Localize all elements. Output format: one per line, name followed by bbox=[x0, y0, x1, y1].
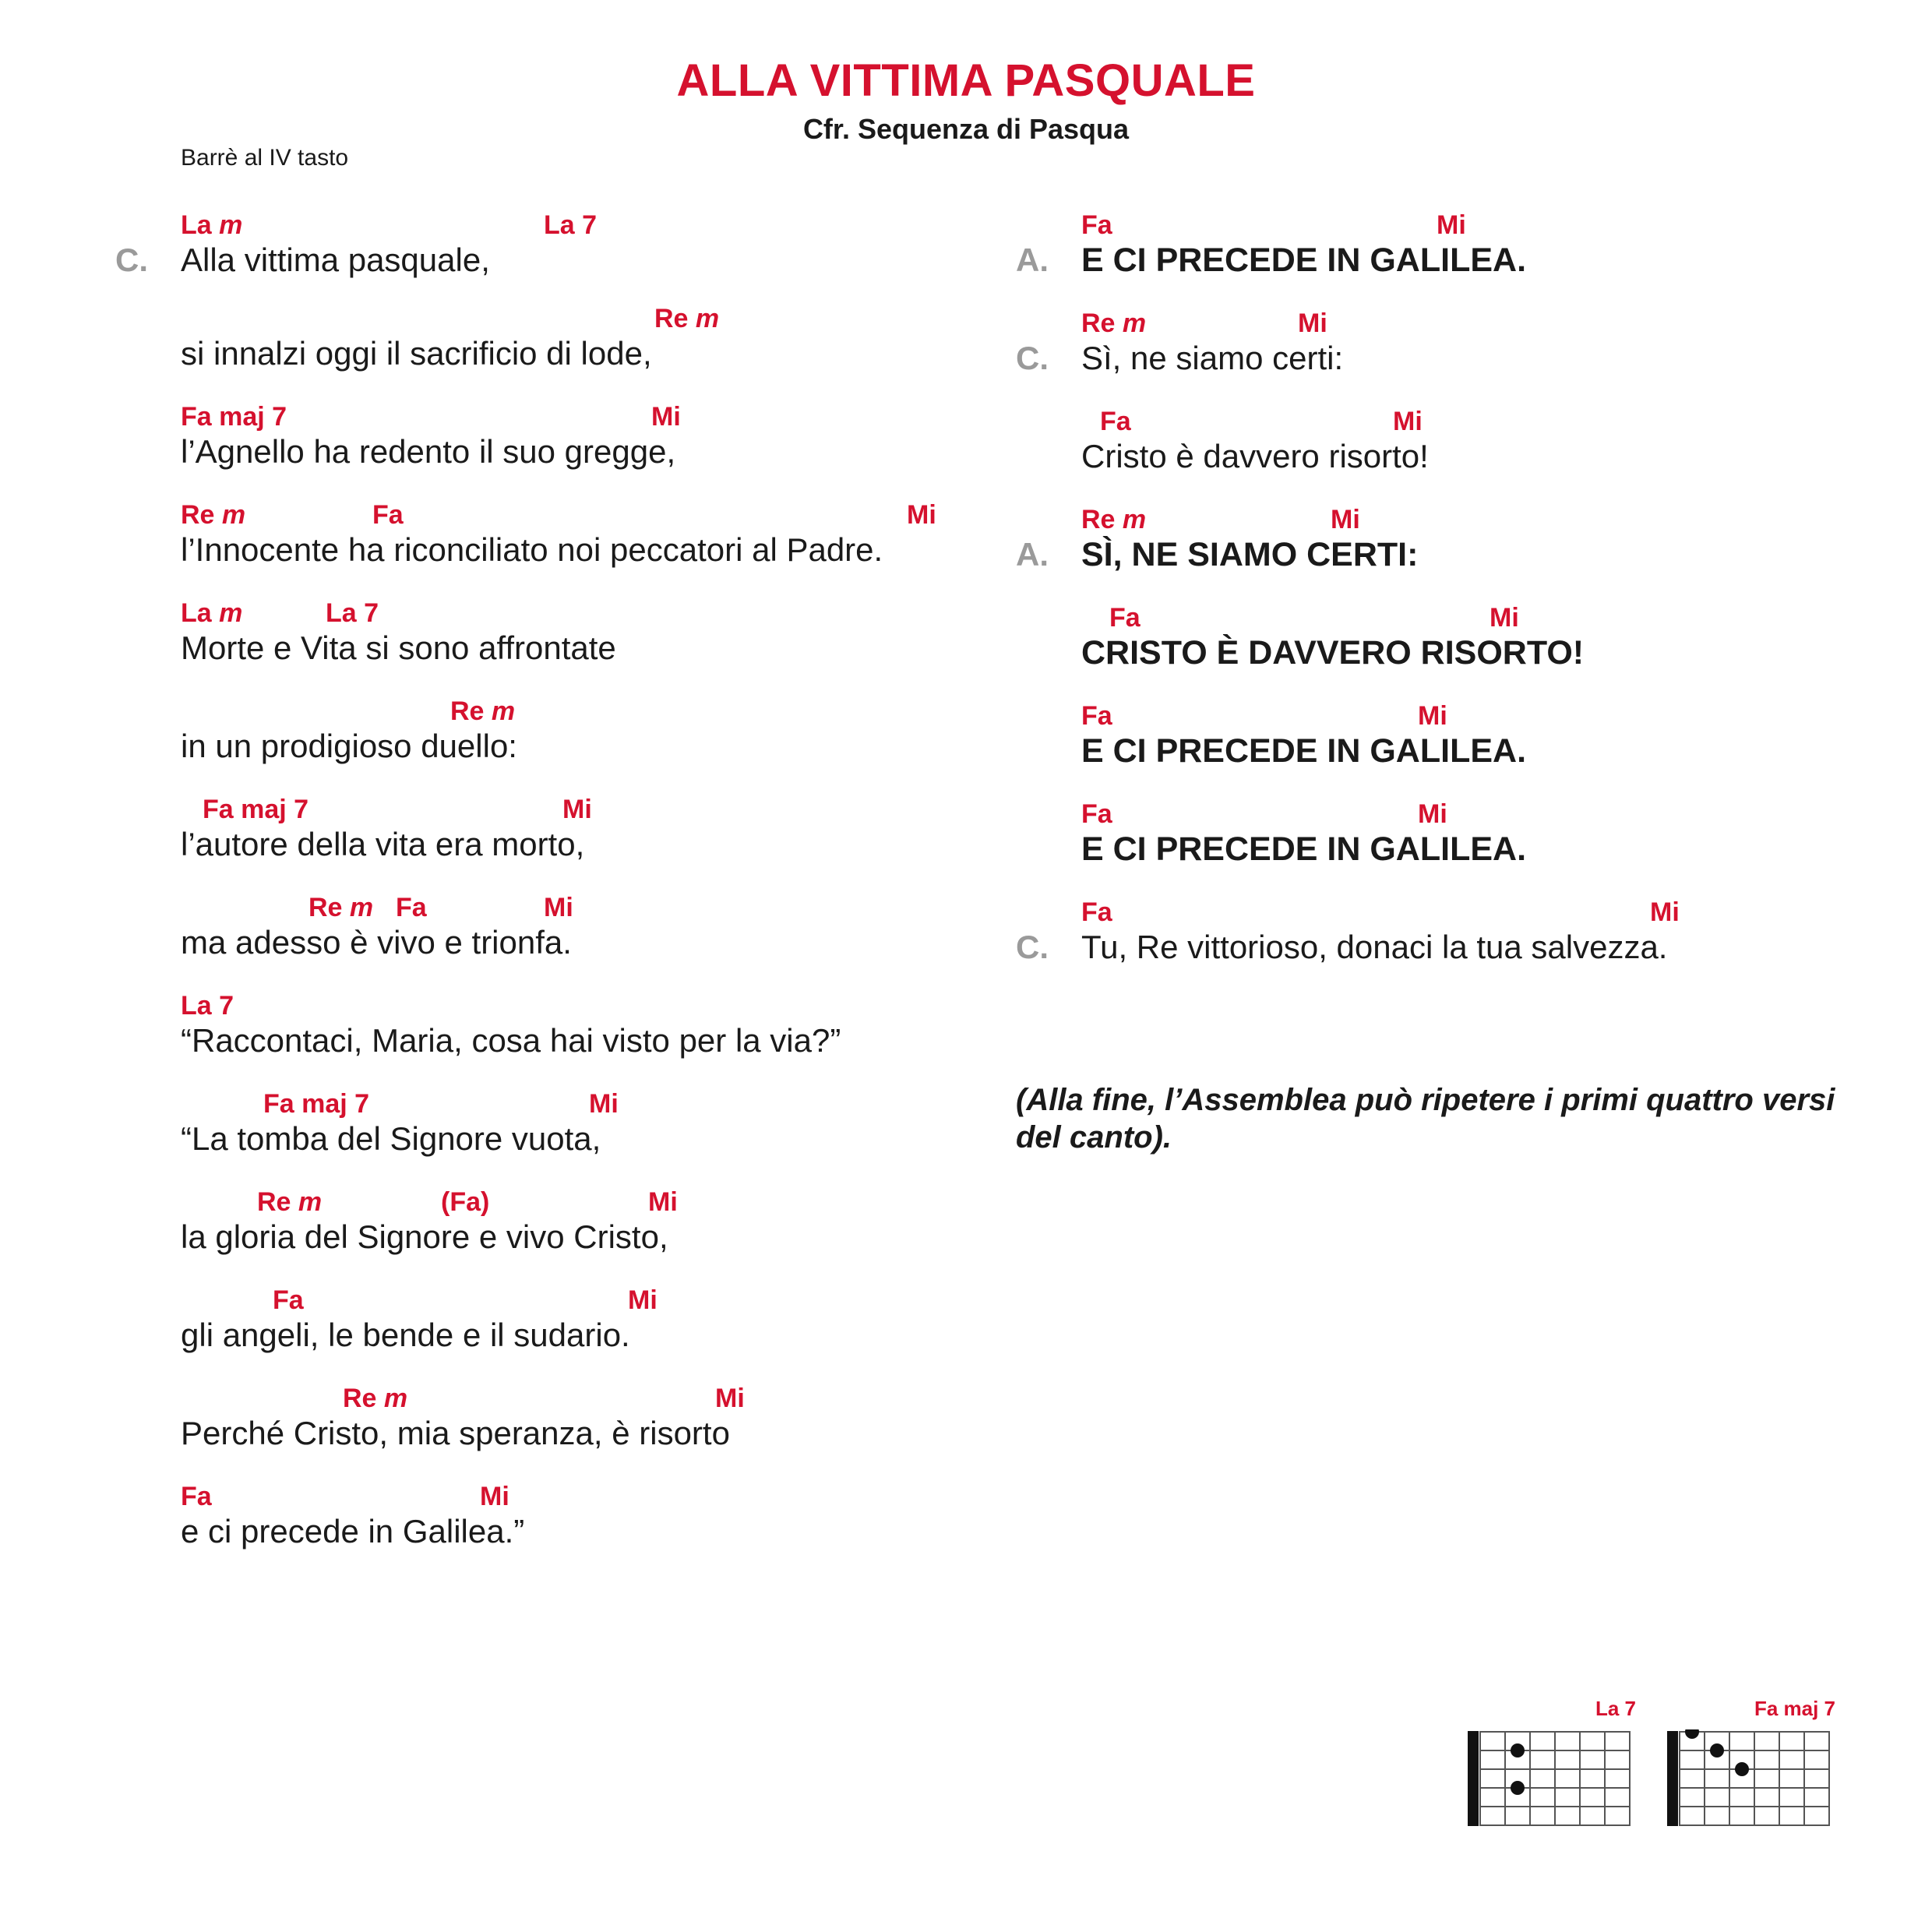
finger-dot bbox=[1735, 1762, 1749, 1776]
chord-label: Mi bbox=[715, 1384, 745, 1413]
lyric-line: gli angeli, le bende e il sudario. bbox=[181, 1317, 630, 1353]
chord-label: Re m bbox=[181, 500, 246, 530]
speaker-marker: C. bbox=[115, 242, 148, 278]
lyric-line: in un prodigioso duello: bbox=[181, 728, 517, 764]
chord-label: Fa bbox=[181, 1482, 212, 1511]
finger-dot bbox=[1710, 1743, 1724, 1757]
chord-label: Re m bbox=[450, 696, 516, 726]
chord-label: Re m bbox=[1081, 308, 1147, 338]
chord-label: Fa bbox=[1081, 701, 1112, 731]
song-subtitle: Cfr. Sequenza di Pasqua bbox=[802, 113, 1130, 145]
lyric-line: si innalzi oggi il sacrificio di lode, bbox=[181, 335, 652, 372]
lyric-line: Perché Cristo, mia speranza, è risorto bbox=[181, 1415, 730, 1451]
chord-label: Mi bbox=[1418, 701, 1447, 731]
lyric-line: Sì, ne siamo certi: bbox=[1081, 340, 1344, 376]
speaker-marker: A. bbox=[1016, 242, 1049, 278]
chord-label: La m bbox=[181, 210, 243, 240]
chord-label: Mi bbox=[480, 1482, 509, 1511]
chord-label: Fa maj 7 bbox=[203, 795, 309, 824]
lyric-line: ma adesso è vivo e trionfa. bbox=[181, 924, 572, 961]
speaker-marker: C. bbox=[1016, 929, 1049, 965]
lyric-line: e ci precede in Galilea.” bbox=[181, 1513, 525, 1549]
lyric-line: “Raccontaci, Maria, cosa hai visto per la via?” bbox=[181, 1022, 841, 1059]
chord-label: Mi bbox=[1393, 407, 1423, 436]
nut bbox=[1468, 1731, 1479, 1826]
lyric-line: Tu, Re vittorioso, donaci la tua salvezza. bbox=[1081, 929, 1668, 965]
finger-dot bbox=[1511, 1743, 1525, 1757]
lyric-line: la gloria del Signore e vivo Cristo, bbox=[181, 1218, 668, 1255]
lyric-line: SÌ, NE SIAMO CERTI: bbox=[1081, 536, 1419, 573]
lyric-line: Alla vittima pasquale, bbox=[181, 242, 490, 278]
chord-label: Fa bbox=[1081, 210, 1112, 240]
chord-label: Mi bbox=[1418, 799, 1447, 829]
chord-label: Mi bbox=[1437, 210, 1466, 240]
finger-dot bbox=[1511, 1781, 1525, 1795]
chord-label: Mi bbox=[907, 500, 936, 530]
chord-label: Re m bbox=[308, 893, 374, 922]
chord-label: Re m bbox=[257, 1187, 323, 1217]
chord-label: (Fa) bbox=[441, 1187, 490, 1217]
lyric-line: Morte e Vita si sono affrontate bbox=[181, 629, 616, 666]
lyric-line: l’autore della vita era morto, bbox=[181, 826, 585, 862]
chord-diagram bbox=[1468, 1697, 1636, 1843]
chord-label: Mi bbox=[544, 893, 573, 922]
finger-dot bbox=[1685, 1729, 1699, 1739]
chord-label: Re m bbox=[1081, 505, 1147, 534]
chord-label: Fa bbox=[273, 1285, 304, 1315]
chord-diagram-name: Fa maj 7 bbox=[1754, 1697, 1835, 1720]
chord-diagram bbox=[1667, 1697, 1835, 1843]
lyric-line: l’Agnello ha redento il suo gregge, bbox=[181, 433, 676, 470]
lyric-line: Cristo è davvero risorto! bbox=[1081, 438, 1429, 474]
chord-label: Mi bbox=[1298, 308, 1327, 338]
lyric-line: CRISTO È DAVVERO RISORTO! bbox=[1081, 634, 1585, 672]
speaker-marker: A. bbox=[1016, 536, 1049, 573]
chord-label: Fa maj 7 bbox=[181, 402, 287, 432]
lyric-line: E CI PRECEDE IN GALILEA. bbox=[1081, 732, 1527, 770]
chord-label: Fa bbox=[372, 500, 404, 530]
chord-label: Fa bbox=[1081, 799, 1112, 829]
chord-label: Mi bbox=[562, 795, 592, 824]
chord-label: Fa bbox=[396, 893, 427, 922]
chord-label: Mi bbox=[651, 402, 681, 432]
chord-label: La 7 bbox=[544, 210, 598, 240]
chord-label: Mi bbox=[648, 1187, 678, 1217]
lyric-line: “La tomba del Signore vuota, bbox=[181, 1120, 601, 1157]
chord-label: Mi bbox=[589, 1089, 619, 1119]
song-title: ALLA VITTIMA PASQUALE bbox=[676, 55, 1256, 106]
lyric-line: E CI PRECEDE IN GALILEA. bbox=[1081, 242, 1527, 279]
final-note: (Alla fine, l’Assemblea può ripetere i primi quattro versi del canto). bbox=[1016, 1083, 1835, 1155]
chord-diagram-name: La 7 bbox=[1595, 1697, 1636, 1720]
chord-label: Fa bbox=[1109, 603, 1141, 633]
chord-label: Re m bbox=[654, 304, 720, 333]
fretboard-grid bbox=[1667, 1729, 1835, 1832]
lyric-line: l’Innocente ha riconciliato noi peccatori al Padre. bbox=[181, 531, 883, 568]
chord-label: La 7 bbox=[181, 991, 234, 1021]
chord-label: Fa bbox=[1081, 897, 1112, 927]
chord-label: Mi bbox=[1490, 603, 1519, 633]
nut bbox=[1667, 1731, 1678, 1826]
lyric-line: E CI PRECEDE IN GALILEA. bbox=[1081, 830, 1527, 868]
speaker-marker: C. bbox=[1016, 340, 1049, 376]
chord-label: La m bbox=[181, 598, 243, 628]
chord-label: Mi bbox=[1650, 897, 1680, 927]
chord-label: Fa maj 7 bbox=[263, 1089, 370, 1119]
chord-label: Re m bbox=[343, 1384, 408, 1413]
chord-label: La 7 bbox=[326, 598, 379, 628]
chord-label: Mi bbox=[1331, 505, 1360, 534]
barre-note: Barrè al IV tasto bbox=[181, 145, 349, 171]
chord-label: Mi bbox=[628, 1285, 658, 1315]
fretboard-grid bbox=[1468, 1729, 1636, 1832]
chord-label: Fa bbox=[1100, 407, 1131, 436]
